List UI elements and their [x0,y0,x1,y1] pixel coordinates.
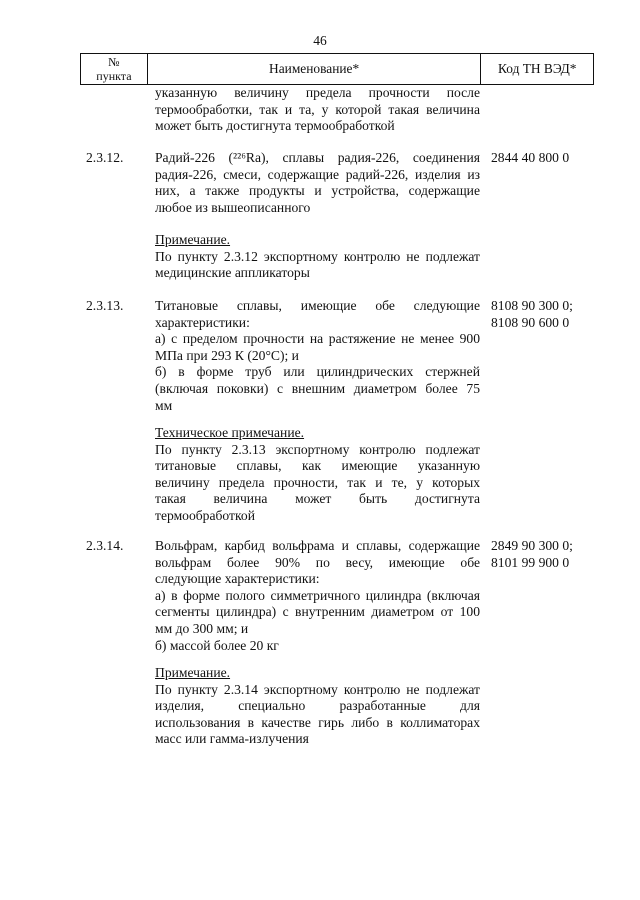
text-line: мм до 300 мм; и [155,620,249,636]
page-number: 46 [313,33,327,48]
text-line: сегменты цилиндра) с внутренним диаметром от 100 [155,604,480,620]
header-name-column: Наименование* [147,54,481,85]
text-line: а) в форме полого симметричного цилиндра (включая [155,587,480,603]
text-line: б) массой более 20 кг [155,637,279,653]
continuation-text [155,85,480,135]
text-line: По пункту 2.3.13 экспортному контролю подлежат [155,441,480,457]
header-number-word: пункта [96,69,132,83]
text-line: такая величина может быть достигнута [155,491,480,507]
text-line: указанную величину предела прочности после [155,85,480,100]
item-note [155,232,480,282]
item-description [155,150,480,216]
text-line: титановые сплавы, как имеющие указанную [155,458,480,474]
tnved-code: 8108 90 300 0; [491,298,573,313]
note-title: Примечание. [155,665,231,680]
text-line: использования в качестве гирь либо в коллиматорах [155,714,480,730]
text-line: любое из вышеописанного [155,199,311,215]
text-line: термообработки, так и та, у которой такая величина [155,101,480,117]
text-line: медицинские аппликаторы [155,265,310,281]
note-title: Техническое примечание. [155,425,305,440]
text-line: вольфрам более 90% по весу, имеющие обе [155,554,480,570]
text-line: мм [155,397,173,413]
tnved-code: 8108 90 600 0 [491,314,570,330]
text-line: радия-226, смеси, содержащие радий-226, изделия из [155,166,480,182]
item-note [155,425,480,525]
text-line: характеристики: [155,314,250,330]
text-line: а) с пределом прочности на растяжение не менее 900 [155,331,480,347]
item-codes [491,538,573,571]
text-line: б) в форме труб или цилиндрических стержней [155,364,480,380]
text-line: (включая поковки) с внешним диаметром более 75 [155,380,480,396]
text-line: может быть достигнута термообработкой [155,118,395,134]
text-line: них, а также продукты и устройства, содержащие [155,183,480,199]
text-line: По пункту 2.3.12 экспортному контролю не подлежат [155,248,480,264]
item-codes [491,150,569,167]
text-line: Радий-226 (²²⁶Ra), сплавы радия-226, соединения [155,150,480,165]
header-number-column [81,54,148,85]
header-number-symbol: № [108,55,120,69]
text-line: МПа при 293 К (20°С); и [155,347,299,363]
text-line: изделия, специально разработанные для [155,698,480,714]
text-line: Вольфрам, карбид вольфрама и сплавы, содержащие [155,538,480,553]
tnved-code: 2849 90 300 0; [491,538,573,553]
item-note [155,665,480,748]
text-line: По пункту 2.3.14 экспортному контролю не подлежат [155,681,480,697]
text-line: термообработкой [155,507,255,523]
item-number: 2.3.12. [86,150,124,165]
tnved-code: 8101 99 900 0 [491,554,570,570]
item-number: 2.3.13. [86,298,124,313]
table-header [80,53,594,85]
item-number: 2.3.14. [86,538,124,553]
text-line: следующие характеристики: [155,571,320,587]
item-description [155,298,480,414]
note-title: Примечание. [155,232,231,247]
text-line: величину предела прочности, так и те, у которых [155,474,480,490]
text-line: Титановые сплавы, имеющие обе следующие [155,298,480,313]
item-codes [491,298,573,331]
item-description [155,538,480,654]
tnved-code: 2844 40 800 0 [491,150,570,165]
text-line: масс или гамма-излучения [155,731,309,747]
header-code-column: Код ТН ВЭД* [481,54,594,85]
